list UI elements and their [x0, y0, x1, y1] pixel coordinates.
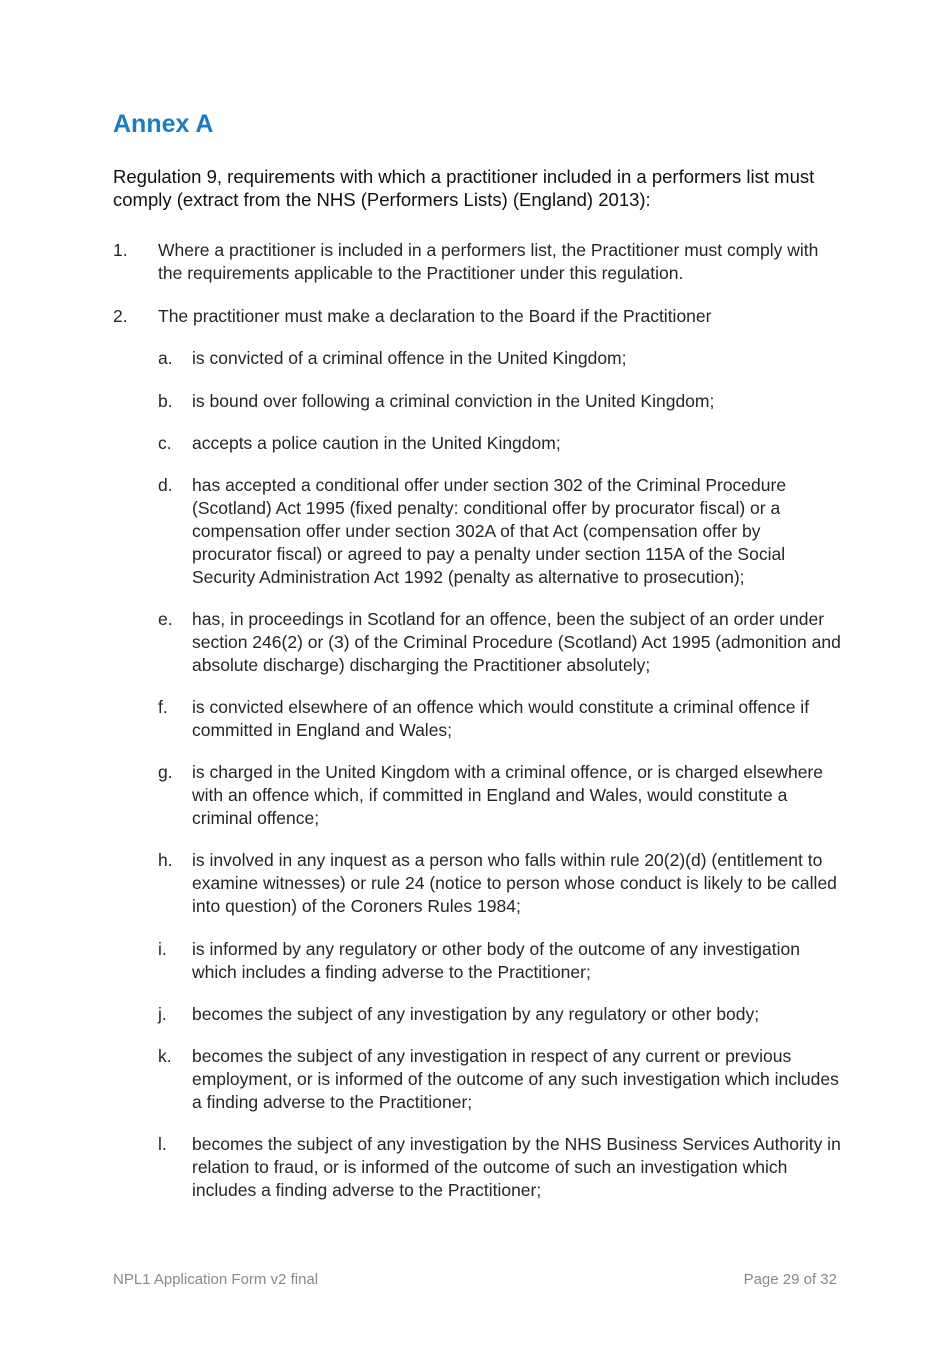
item-text: Where a practitioner is included in a performers list, the Practitioner must comply with the requirements applicable to the Practitioner under this regulation. [158, 240, 819, 283]
sub-item-text: has accepted a conditional offer under section 302 of the Criminal Procedure (Scotland) Act 1995 (fixed penalty: conditional offer by procurator fiscal) or a compensation offer under section 302A of that Act (compensation offer by procurator fiscal) or agreed to pay a penalty under section 115A of the Social Security Administration Act 1992 (penalty as alternative to prosecution); [192, 475, 787, 587]
item-number: 1. [113, 240, 128, 260]
page-heading: Annex A [113, 110, 214, 138]
footer-page-number: Page 29 of 32 [743, 1271, 837, 1288]
footer-document-name: NPL1 Application Form v2 final [113, 1271, 319, 1288]
sub-item-text: is bound over following a criminal conviction in the United Kingdom; [192, 391, 715, 411]
sub-item-text: is charged in the United Kingdom with a criminal offence, or is charged elsewhere with an offence which, if committed in England and Wales, would constitute a criminal offence; [192, 762, 823, 828]
sub-item-letter: e. [158, 609, 173, 629]
item-text: The practitioner must make a declaration to the Board if the Practitioner [158, 306, 712, 326]
sub-item-letter: i. [158, 939, 167, 959]
sub-item-text: is informed by any regulatory or other body of the outcome of any investigation which includes a finding adverse to the Practitioner; [192, 939, 800, 982]
sub-item-letter: b. [158, 391, 173, 411]
intro-paragraph: Regulation 9, requirements with which a practitioner included in a performers list must comply (extract from the NHS (Performers Lists) (England) 2013): [113, 166, 815, 210]
sub-item-letter: a. [158, 348, 173, 368]
sub-item-letter: h. [158, 850, 173, 870]
sub-item-text: has, in proceedings in Scotland for an offence, been the subject of an order under section 246(2) or (3) of the Criminal Procedure (Scotland) Act 1995 (admonition and absolute discharge) discharging the Practitioner absolutely; [192, 609, 841, 675]
sub-item-letter: c. [158, 433, 172, 453]
sub-item-text: is involved in any inquest as a person who falls within rule 20(2)(d) (entitlement to examine witnesses) or rule 24 (notice to person whose conduct is likely to be called into question) of the Coroners Rules 1984; [192, 850, 837, 916]
sub-item-letter: j. [158, 1004, 167, 1024]
sub-item-text: is convicted of a criminal offence in the United Kingdom; [192, 348, 627, 368]
sub-item-text: is convicted elsewhere of an offence which would constitute a criminal offence if committed in England and Wales; [192, 697, 810, 740]
sub-item-letter: f. [158, 697, 168, 717]
item-number: 2. [113, 306, 128, 326]
sub-item-letter: l. [158, 1134, 167, 1154]
sub-item-text: becomes the subject of any investigation by any regulatory or other body; [192, 1004, 760, 1024]
sub-item-letter: k. [158, 1046, 172, 1066]
sub-item-text: becomes the subject of any investigation in respect of any current or previous employment, or is informed of the outcome of any such investigation which includes a finding adverse to the Practitioner; [192, 1046, 839, 1112]
sub-item-text: accepts a police caution in the United Kingdom; [192, 433, 561, 453]
sub-item-letter: d. [158, 475, 173, 495]
sub-item-text: becomes the subject of any investigation by the NHS Business Services Authority in relation to fraud, or is informed of the outcome of such an investigation which includes a finding adverse to the Practitioner; [192, 1134, 841, 1200]
sub-item-letter: g. [158, 762, 173, 782]
